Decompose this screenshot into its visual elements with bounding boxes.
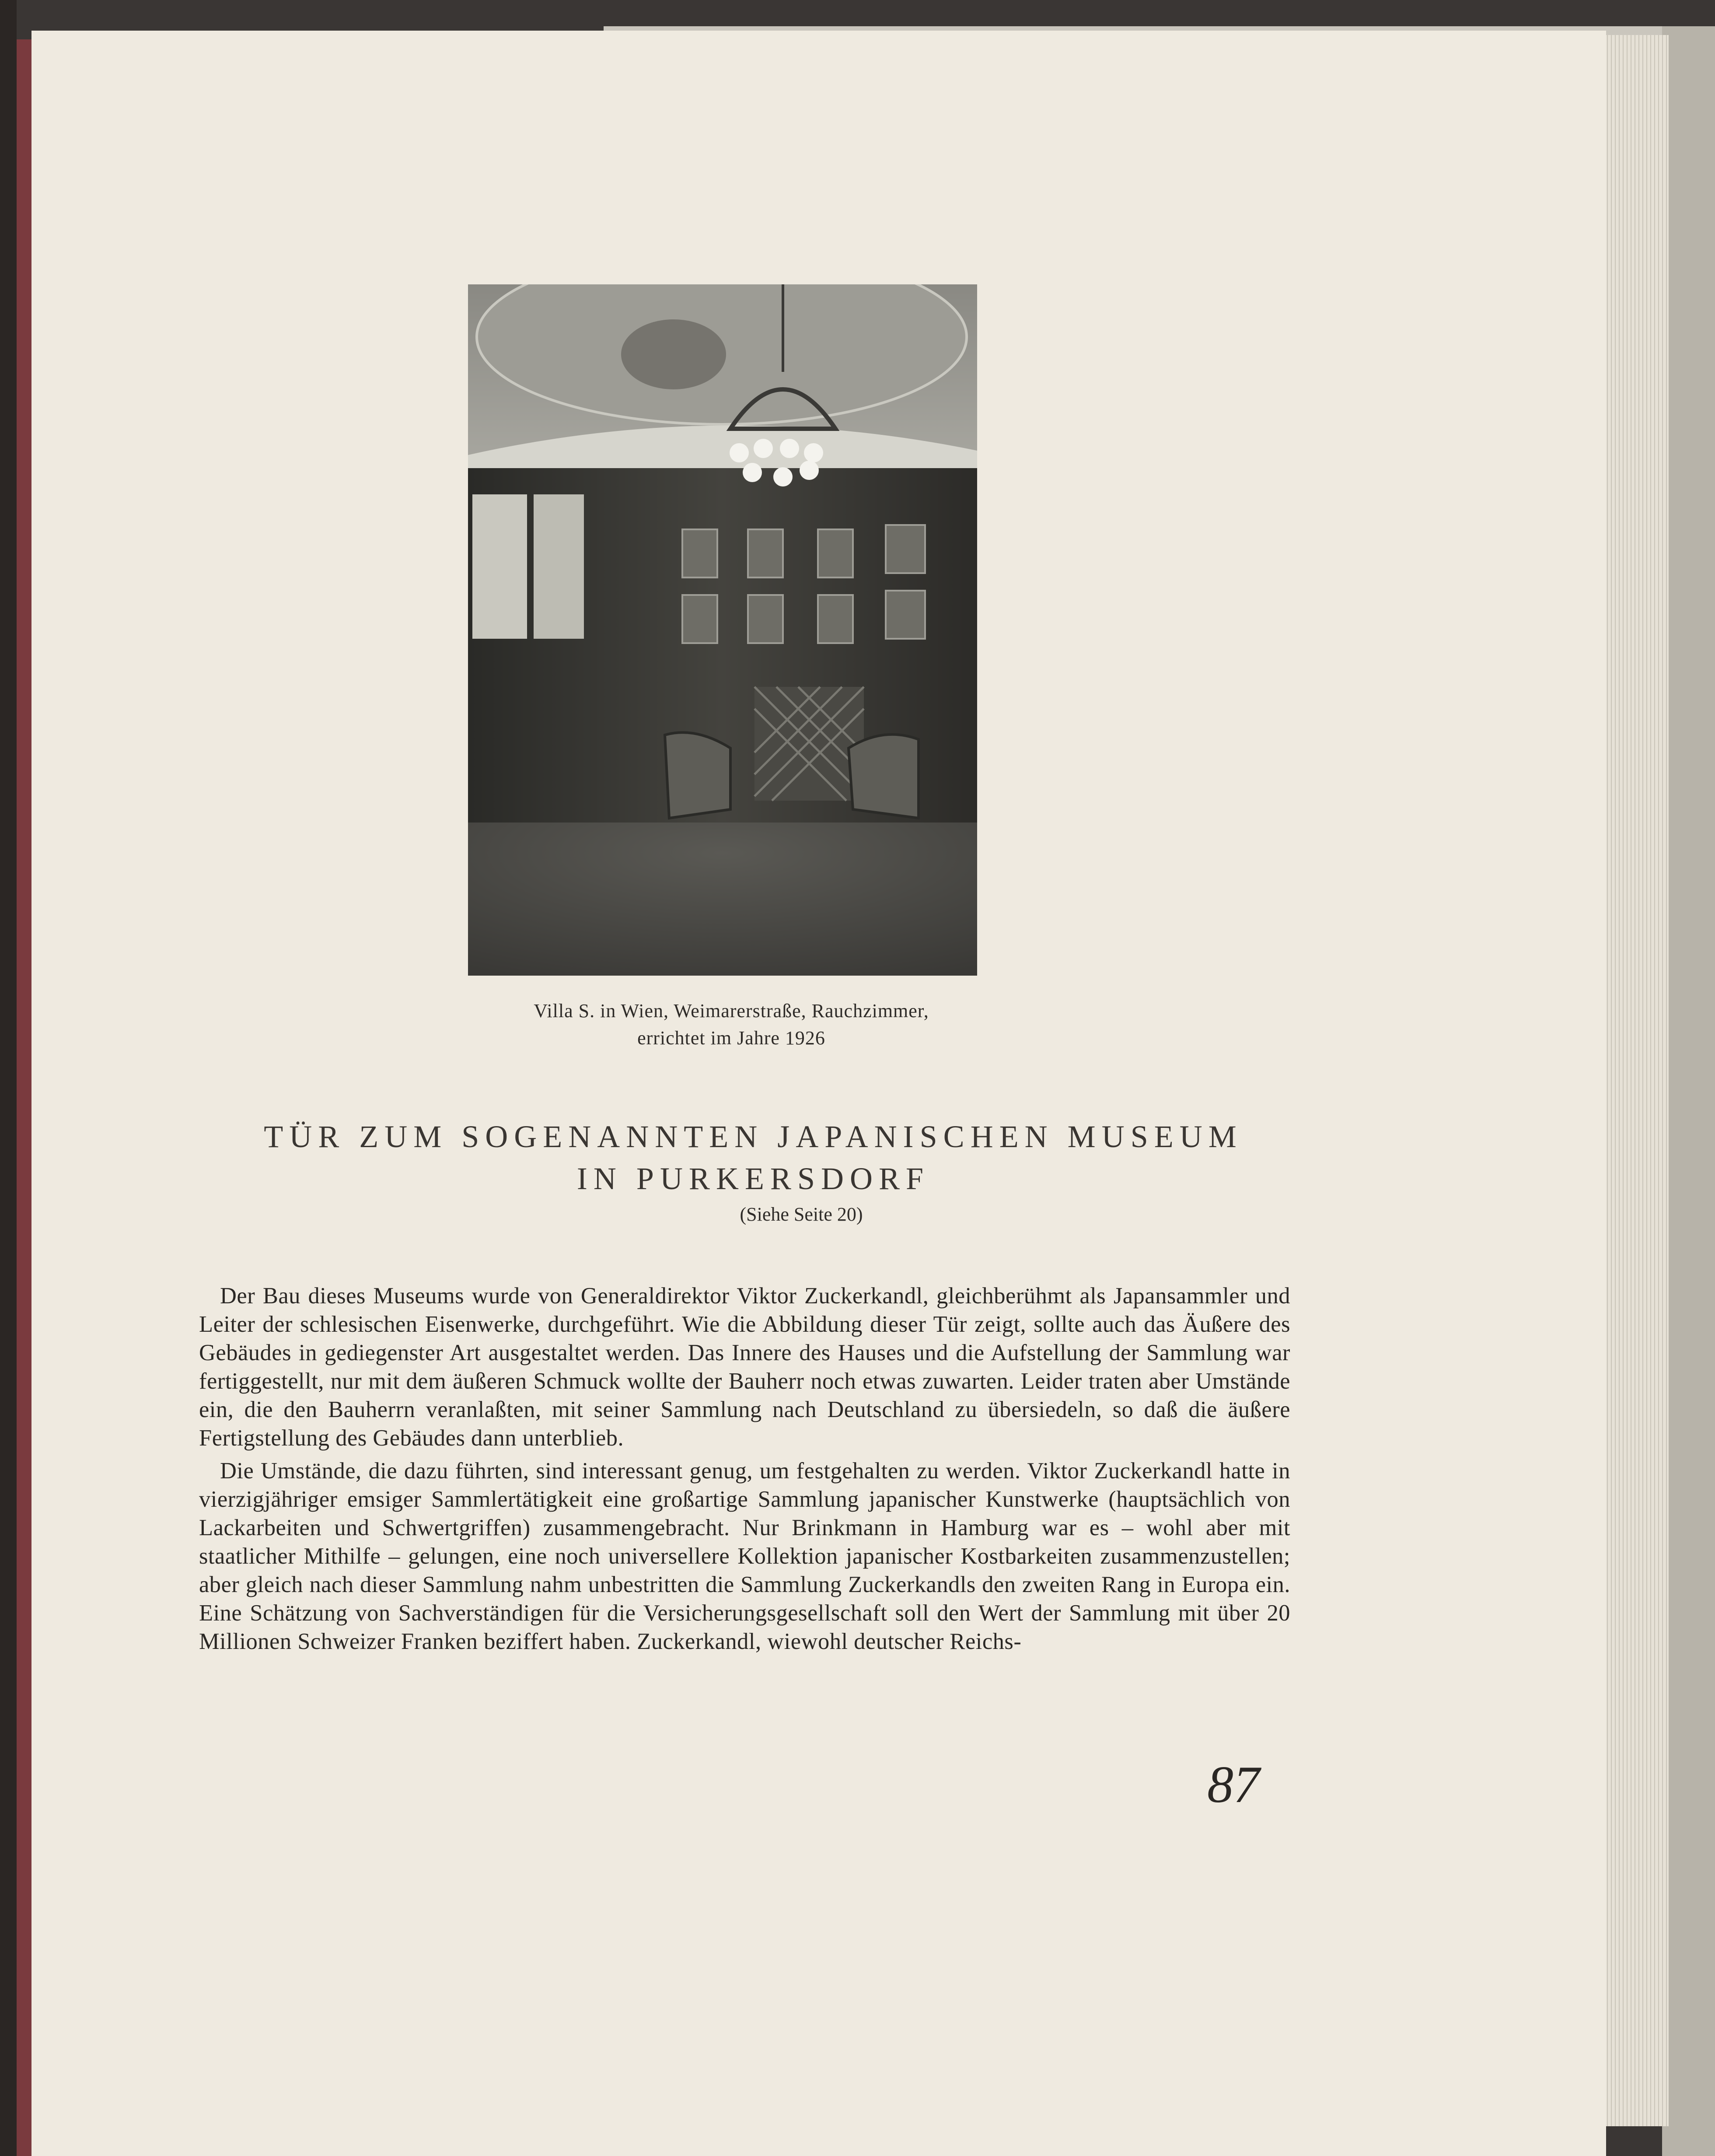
page-reference: (Siehe Seite 20) [740,1204,863,1225]
book-cover-right [1662,26,1715,2156]
book-cover-edge [17,39,31,2156]
heading-line-1: TÜR ZUM SOGENANNTEN JAPANISCHEN MUSEUM [264,1119,1243,1154]
paragraph-2: Die Umstände, die dazu führten, sind interessant genug, um festgehalten zu werden. Viktor Zuckerkandl hatte in vierzigjähriger emsiger Sammlertätigkeit eine großartige Sammlung japanischer Kunstwerke (hauptsächlich von Lackarbeiten und Schwertgriffen) zusammengebracht. Nur Brinkmann in Hamburg war es – wohl aber mit staatlicher Mithilfe – gelungen, eine noch universellere Kollektion japanischer Kostbarkeiten zusammenzustellen; aber gleich nach dieser Sammlung nahm unbestritten die Sammlung Zuckerkandls den zweiten Rang in Europa ein. Eine Schätzung von Sachverständigen für die Versicherungsgesellschaft soll den Wert der Sammlung mit über 20 Millionen Schweizer Franken beziffert haben. Zuckerkandl, wiewohl deutscher Reichs- [199,1458,1290,1654]
heading-line-2: IN PURKERSDORF [576,1161,930,1196]
paragraph-1: Der Bau dieses Museums wurde von Generaldirektor Viktor Zuckerkandl, gleichberühmt als Japansammler und Leiter der schlesischen Eisenwerke, durchgeführt. Wie die Abbildung dieser Tür zeigt, sollte auch das Äußere des Gebäudes in gediegenster Art ausgestaltet werden. Das Innere des Hauses und die Aufstellung der Sammlung war fertiggestellt, nur mit dem äußeren Schmuck wollte der Bauherr noch etwas zuwarten. Leider traten aber Umstände ein, die den Bauherrn veranlaßten, mit seiner Sammlung nach Deutschland zu übersiedeln, so daß die äußere Fertigstellung des Gebäudes dann unterblieb. [199,1283,1290,1451]
page-number: 87 [1207,1755,1260,1813]
book-board-left [0,0,17,2156]
interior-photograph [468,284,977,976]
section-heading [163,1116,1344,1200]
caption-line-1: Villa S. in Wien, Weimarerstraße, Rauchzimmer, [534,1000,929,1022]
body-text [199,1282,1290,1656]
figure-caption [425,998,1037,1052]
caption-line-2: errichtet im Jahre 1926 [637,1027,825,1049]
book-page [31,31,1606,2156]
